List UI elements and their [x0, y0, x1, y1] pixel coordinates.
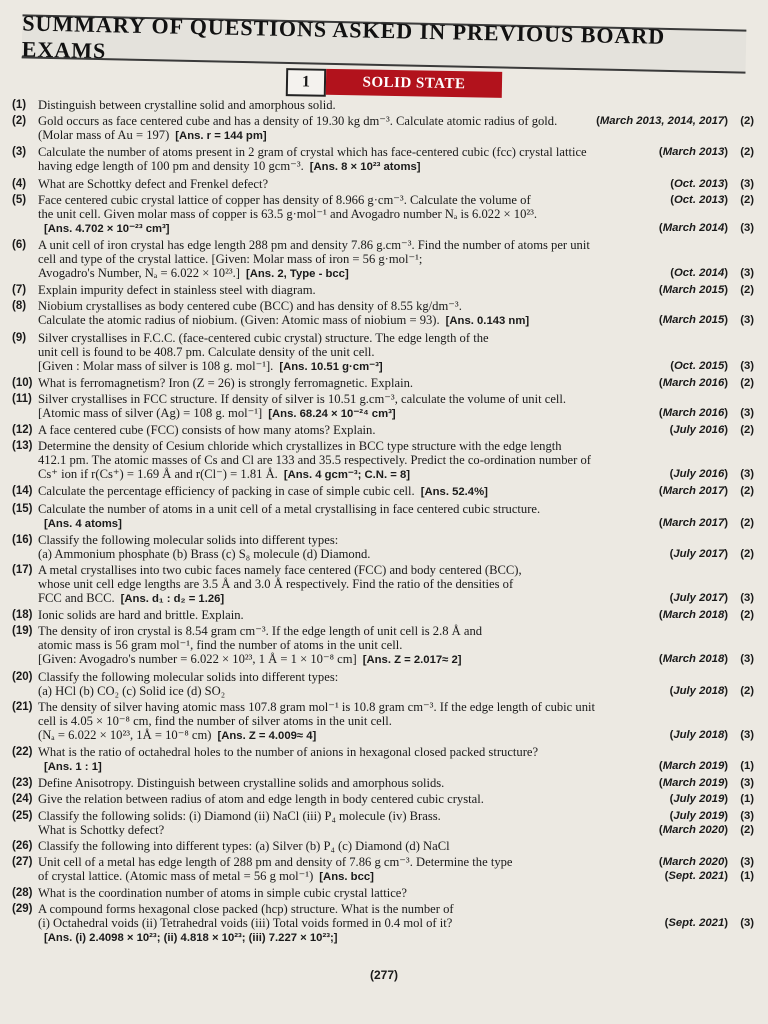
answer-text: [Ans. 8 × 10²³ atoms] [309, 161, 421, 174]
question-line [38, 886, 754, 900]
question-text: atomic mass is 56 gram mol⁻¹, find the number of atoms in the unit cell. [38, 638, 403, 653]
marks: (2) [740, 485, 754, 498]
question-number: (4) [12, 177, 27, 190]
question-text: The density of silver having atomic mass 107.8 gram mol⁻¹ is 10.8 gram cm⁻³. If the edge length of cubic unit [38, 699, 596, 714]
question-text: [Given : Molar mass of silver is 108 g. mol⁻¹]. [38, 358, 274, 373]
answer-text: [Ans. bcc] [319, 870, 374, 883]
question-text: Niobium crystallises as body centered cube (BCC) and has density of 8.55 kg/dm⁻³. [38, 299, 462, 314]
marks: (3) [740, 221, 754, 234]
exam-session: March 2016 [662, 376, 725, 389]
question-item [12, 608, 758, 622]
question-number: (7) [12, 284, 27, 297]
chapter-name: SOLID STATE [326, 69, 502, 98]
question-item [12, 886, 758, 900]
question-line [38, 652, 754, 667]
question-item [12, 670, 758, 698]
question-number: (11) [12, 392, 32, 405]
exam-session: July 2019 [673, 793, 725, 806]
question-text: unit cell is found to be 408.7 pm. Calculate density of the unit cell. [38, 344, 375, 359]
question-line [38, 855, 754, 869]
question-line [38, 376, 754, 390]
question-item [12, 392, 758, 421]
question-line [38, 128, 754, 143]
question-number: (29) [12, 903, 33, 916]
exam-session: July 2017 [673, 592, 725, 604]
answer-text: [Ans. d₁ : d₂ = 1.26] [120, 593, 225, 605]
question-number: (21) [12, 700, 33, 713]
marks: (2) [740, 547, 754, 560]
question-line [38, 823, 754, 837]
exam-session: Sept. 2021 [668, 869, 725, 882]
question-line [38, 839, 754, 853]
question-line [38, 700, 754, 714]
question-item [12, 855, 758, 884]
marks: (3) [740, 406, 754, 419]
question-line [38, 809, 754, 823]
question-text: Determine the density of Cesium chloride which crystallizes in BCC type structure with the edge length [38, 439, 562, 454]
question-text: What is the ratio of octahedral holes to the number of anions in hexagonal closed packed structure? [38, 744, 539, 759]
exam-session: July 2016 [673, 468, 725, 481]
question-number: (5) [12, 193, 27, 206]
question-text: Give the relation between radius of atom and edge length in body centered cubic crystal. [38, 792, 484, 807]
question-number: (20) [12, 670, 33, 683]
exam-session: March 2020 [662, 823, 725, 836]
question-line [38, 930, 754, 945]
exam-session: March 2018 [662, 653, 725, 666]
answer-text: [Ans. Z = 2.017≈ 2] [362, 654, 462, 667]
question-item [12, 299, 758, 328]
question-line [38, 345, 754, 359]
question-list [12, 98, 758, 947]
exam-tag: (March 2020) (2) [655, 823, 754, 837]
exam-session: Oct. 2014 [673, 266, 725, 279]
exam-tag: (Oct. 2015) (3) [666, 359, 754, 373]
exam-session: March 2019 [662, 777, 725, 790]
question-item [12, 283, 758, 297]
question-text: [Given: Avogadro's number = 6.022 × 10²³, 1 Å = 1 × 10⁻⁸ cm] [38, 652, 357, 667]
question-text: Classify the following molecular solids into different types: [38, 532, 339, 547]
exam-tag: (Oct. 2013) (2) [666, 193, 754, 207]
question-item [12, 902, 758, 945]
question-item [12, 533, 758, 561]
question-line [38, 484, 754, 499]
question-number: (16) [12, 533, 33, 546]
question-text: Define Anisotropy. Distinguish between crystalline solids and amorphous solids. [38, 776, 445, 791]
exam-session: March 2020 [662, 855, 725, 868]
question-text: A face centered cube (FCC) consists of how many atoms? Explain. [38, 423, 376, 438]
question-line [38, 392, 754, 406]
question-item [12, 376, 758, 390]
question-item [12, 177, 758, 191]
marks: (3) [740, 728, 754, 741]
question-text: Silver crystallises in FCC structure. If density of silver is 10.51 g.cm⁻³, calculate the volume of unit cell. [38, 391, 567, 406]
exam-session: July 2016 [673, 424, 725, 437]
question-text: (a) HCl (b) CO₂ (c) Solid ice (d) SO₂ [38, 683, 226, 698]
exam-session: March 2013 [662, 146, 725, 159]
exam-tag: (March 2015) (2) [655, 283, 754, 297]
exam-tag: (July 2017) (2) [666, 547, 754, 561]
marks: (3) [740, 653, 754, 666]
question-text: Calculate the number of atoms present in 2 gram of crystal which has face-centered cubic (fcc) crystal lattice [38, 145, 587, 160]
question-number: (10) [12, 376, 33, 389]
exam-session: July 2019 [673, 809, 725, 822]
marks: (3) [740, 266, 754, 279]
exam-session: March 2017 [662, 485, 725, 498]
exam-session: July 2017 [673, 547, 725, 560]
question-line [38, 792, 754, 806]
question-line [38, 252, 754, 266]
question-line [38, 902, 754, 916]
question-text: Calculate the percentage efficiency of packing in case of simple cubic cell. [38, 484, 415, 499]
exam-session: March 2016 [662, 406, 725, 419]
exam-session: Oct. 2013 [673, 193, 725, 206]
marks: (3) [740, 468, 754, 481]
question-number: (13) [12, 440, 33, 453]
marks: (2) [740, 516, 754, 529]
question-line [38, 467, 754, 482]
question-number: (18) [12, 609, 33, 622]
marks: (3) [740, 855, 754, 868]
exam-tag: (July 2019) (1) [666, 792, 754, 806]
exam-session: March 2014 [662, 221, 725, 234]
chapter-number: 1 [286, 68, 326, 97]
question-item [12, 839, 758, 853]
question-line [38, 145, 754, 159]
marks: (3) [740, 777, 754, 790]
answer-text: [Ans. 4.702 × 10⁻²³ cm³] [44, 222, 170, 235]
question-item [12, 624, 758, 667]
question-text: Explain impurity defect in stainless steel with diagram. [38, 283, 316, 298]
question-line [38, 759, 754, 774]
marks: (2) [740, 376, 754, 389]
answer-text: [Ans. 0.143 nm] [445, 315, 530, 328]
answer-text: [Ans. 52.4%] [420, 486, 488, 499]
exam-tag: (March 2016) (2) [655, 376, 754, 390]
question-line [38, 670, 754, 684]
question-text: Face centered cubic crystal lattice of copper has density of 8.966 g·cm⁻³. Calculate the volume of [38, 192, 531, 207]
question-text: Distinguish between crystalline solid and amorphous solid. [38, 98, 336, 112]
exam-session: Oct. 2013 [673, 177, 725, 190]
marks: (2) [740, 684, 754, 697]
marks: (2) [740, 823, 754, 836]
answer-text: [Ans. r = 144 pm] [175, 130, 267, 143]
question-line [38, 313, 754, 328]
question-line [38, 547, 754, 561]
question-text: cell and type of the crystal lattice. [Given: Molar mass of iron = 56 g·mol⁻¹; [38, 251, 423, 266]
summary-header [21, 10, 747, 73]
question-item [12, 238, 758, 281]
question-line [38, 221, 754, 236]
question-item [12, 809, 758, 837]
exam-tag: (March 2019) (3) [655, 776, 754, 790]
question-number: (28) [12, 887, 33, 900]
question-line [38, 299, 754, 313]
marks: (2) [740, 424, 754, 437]
question-text: (Molar mass of Au = 197) [38, 128, 170, 143]
exam-session: July 2018 [673, 684, 725, 697]
question-line [38, 502, 754, 516]
question-number: (12) [12, 424, 33, 437]
exam-tag: (July 2016) (3) [666, 467, 754, 481]
question-text: (Nₐ = 6.022 × 10²³, 1Å = 10⁻⁸ cm) [38, 727, 212, 742]
question-item [12, 484, 758, 499]
question-text: [Atomic mass of silver (Ag) = 108 g. mol⁻¹] [38, 405, 263, 420]
question-line [38, 283, 754, 297]
answer-text: [Ans. Z = 4.009≈ 4] [217, 729, 317, 742]
answer-text: [Ans. 10.51 g·cm⁻³] [279, 360, 383, 373]
question-item [12, 114, 758, 143]
question-text: (a) Ammonium phosphate (b) Brass (c) S₈ molecule (d) Diamond. [38, 546, 371, 561]
exam-tag: (March 2018) (3) [655, 652, 754, 666]
question-line [38, 745, 754, 759]
question-text: Avogadro's Number, Nₐ = 6.022 × 10²³.] [38, 265, 240, 280]
question-item [12, 423, 758, 437]
question-text: A metal crystallises into two cubic faces namely face centered (FCC) and body centered (BCC), [38, 563, 522, 577]
question-number: (24) [12, 793, 33, 806]
marks: (2) [740, 284, 754, 297]
question-number: (26) [12, 839, 33, 852]
exam-session: March 2015 [662, 314, 725, 327]
exam-tag: (July 2017) (3) [666, 591, 754, 605]
question-line [38, 406, 754, 421]
exam-tag: (March 2017) (2) [655, 484, 754, 498]
question-line [38, 869, 754, 884]
question-line [38, 98, 754, 112]
question-line [38, 916, 754, 930]
exam-tag: (Oct. 2013) (3) [666, 177, 754, 191]
question-number: (8) [12, 300, 27, 313]
question-number: (2) [12, 115, 27, 128]
question-item [12, 145, 758, 174]
exam-tag: (March 2020) (3) [655, 855, 754, 869]
question-item [12, 193, 758, 236]
question-text: (i) Octahedral voids (ii) Tetrahedral voids (iii) Total voids formed in 0.4 mol of it? [38, 916, 453, 931]
question-line [38, 516, 754, 531]
question-text: Unit cell of a metal has edge length of 288 pm and density of 7.86 g cm⁻³. Determine the type [38, 854, 513, 869]
question-text: Calculate the atomic radius of niobium. (Given: Atomic mass of niobium = 93). [38, 313, 440, 328]
exam-tag: (July 2016) (2) [666, 423, 754, 437]
question-number: (6) [12, 238, 27, 251]
question-number: (15) [12, 502, 33, 515]
question-item [12, 776, 758, 790]
question-text: the unit cell. Given molar mass of copper is 63.5 g·mol⁻¹ and Avogadro number Nₐ is 6.022 × 10²³. [38, 206, 538, 221]
question-text: Ionic solids are hard and brittle. Explain. [38, 608, 244, 623]
marks: (3) [740, 809, 754, 822]
question-text: Cs⁺ ion if r(Cs⁺) = 1.69 Å and r(Cl⁻) = 1.81 Å. [38, 467, 278, 482]
marks: (3) [740, 177, 754, 190]
question-line [38, 714, 754, 728]
question-text: 412.1 pm. The atomic masses of Cs and Cl are 133 and 35.5 respectively. Predict the co-ordination number of [38, 453, 591, 468]
marks: (2) [740, 193, 754, 206]
question-number: (25) [12, 809, 33, 822]
exam-session: March 2013, 2014, 2017 [599, 115, 725, 128]
question-text: Silver crystallises in F.C.C. (face-centered cubic crystal) structure. The edge length of the [38, 330, 489, 345]
question-number: (3) [12, 146, 27, 159]
question-line [38, 591, 754, 606]
exam-tag: (March 2016) (3) [655, 406, 754, 420]
exam-tag: (July 2019) (3) [666, 809, 754, 823]
question-text: What is the coordination number of atoms in simple cubic crystal lattice? [38, 886, 407, 901]
question-text: cell is 4.05 × 10⁻⁸ cm, find the number of silver atoms in the unit cell. [38, 713, 392, 728]
question-text: The density of iron crystal is 8.54 gram cm⁻³. If the edge length of unit cell is 2.8 Å and [38, 624, 483, 639]
exam-session: March 2017 [662, 516, 725, 529]
header-title: SUMMARY OF QUESTIONS ASKED IN PREVIOUS BOARD EXAMS [21, 10, 666, 64]
question-text: What is Schottky defect? [38, 822, 165, 837]
question-text: A compound forms hexagonal close packed (hcp) structure. What is the number of [38, 902, 454, 917]
question-text: Classify the following into different types: (a) Silver (b) P₄ (c) Diamond (d) NaCl [38, 838, 450, 853]
exam-tag: (March 2019) (1) [655, 759, 754, 773]
exam-tag: (July 2018) (2) [666, 684, 754, 698]
marks: (1) [740, 869, 754, 882]
marks: (3) [740, 592, 754, 604]
answer-text: [Ans. (i) 2.4098 × 10²³; (ii) 4.818 × 10²³; (iii) 7.227 × 10²³;] [44, 932, 338, 945]
question-number: (22) [12, 745, 33, 758]
question-line [38, 608, 754, 622]
question-line [38, 207, 754, 221]
exam-tag: (March 2015) (3) [655, 313, 754, 327]
question-number: (23) [12, 777, 33, 790]
question-line [38, 533, 754, 547]
question-line [38, 331, 754, 345]
question-item [12, 745, 758, 774]
question-line [38, 453, 754, 467]
marks: (2) [740, 609, 754, 622]
question-line [38, 624, 754, 638]
exam-tag: (March 2013) (2) [655, 145, 754, 159]
question-text: Calculate the number of atoms in a unit cell of a metal crystallising in face centered cubic structure. [38, 501, 541, 516]
exam-session: March 2018 [662, 609, 725, 622]
exam-session: July 2018 [673, 728, 725, 741]
exam-tag: (Sept. 2021) (1) [661, 869, 754, 883]
exam-session: Oct. 2015 [673, 359, 725, 372]
answer-text: [Ans. 2, Type - bcc] [245, 267, 349, 280]
question-number: (19) [12, 625, 33, 638]
question-text: Gold occurs as face centered cube and has a density of 19.30 kg dm⁻³. Calculate atomic radius of gold. [38, 114, 558, 129]
question-item [12, 502, 758, 531]
exam-tag: (March 2013, 2014, 2017) (2) [592, 114, 754, 128]
marks: (1) [740, 759, 754, 772]
exam-tag: (March 2018) (2) [655, 608, 754, 622]
question-line [38, 193, 754, 207]
question-line [38, 423, 754, 437]
marks: (1) [740, 793, 754, 806]
question-text: Classify the following solids: (i) Diamond (ii) NaCl (iii) P₄ molecule (iv) Brass. [38, 808, 441, 823]
marks: (2) [740, 146, 754, 159]
page-number: (277) [369, 968, 398, 982]
question-item [12, 331, 758, 374]
question-text: having edge length of 100 pm and density 10 gcm⁻³. [38, 159, 304, 174]
question-number: (27) [12, 855, 33, 868]
marks: (3) [740, 917, 754, 930]
exam-tag: (March 2014) (3) [655, 221, 754, 235]
question-item [12, 700, 758, 743]
question-line [38, 577, 754, 591]
question-line [38, 776, 754, 790]
marks: (3) [740, 314, 754, 327]
question-number: (17) [12, 564, 33, 576]
question-line [38, 563, 754, 577]
question-number: (9) [12, 331, 27, 344]
answer-text: [Ans. 68.24 × 10⁻²⁴ cm³] [268, 407, 396, 420]
exam-session: Sept. 2021 [668, 917, 725, 930]
exam-tag: (Sept. 2021) (3) [661, 916, 754, 930]
answer-text: [Ans. 4 gcm⁻³; C.N. = 8] [283, 469, 411, 482]
chapter-label [286, 68, 502, 98]
answer-text: [Ans. 4 atoms] [44, 517, 122, 530]
question-line [38, 159, 754, 174]
question-line [38, 114, 754, 128]
question-item [12, 563, 758, 606]
question-line [38, 266, 754, 281]
exam-tag: (Oct. 2014) (3) [666, 266, 754, 280]
question-text: whose unit cell edge lengths are 3.5 Å and 3.0 Å respectively. Find the ratio of the densities of [38, 577, 514, 591]
question-text: FCC and BCC. [38, 591, 115, 605]
exam-session: March 2019 [662, 759, 725, 772]
marks: (2) [740, 115, 754, 128]
question-line [38, 359, 754, 374]
question-line [38, 238, 754, 252]
exam-session: March 2015 [662, 284, 725, 297]
question-item [12, 439, 758, 482]
question-line [38, 439, 754, 453]
question-number: (1) [12, 99, 27, 111]
marks: (3) [740, 359, 754, 372]
question-item [12, 792, 758, 806]
question-text: What is ferromagnetism? Iron (Z = 26) is strongly ferromagnetic. Explain. [38, 375, 414, 390]
question-line [38, 728, 754, 743]
answer-text: [Ans. 1 : 1] [44, 760, 102, 773]
question-line [38, 684, 754, 698]
question-line [38, 638, 754, 652]
exam-tag: (July 2018) (3) [666, 728, 754, 742]
question-text: A unit cell of iron crystal has edge length 288 pm and density 7.86 g.cm⁻³. Find the number of atoms per unit [38, 237, 590, 252]
question-line [38, 177, 754, 191]
question-item [12, 98, 758, 112]
question-number: (14) [12, 485, 33, 498]
exam-tag: (March 2017) (2) [655, 516, 754, 530]
question-text: of crystal lattice. (Atomic mass of metal = 56 g mol⁻¹) [38, 868, 314, 883]
question-text: What are Schottky defect and Frenkel defect? [38, 176, 269, 191]
question-text: Classify the following molecular solids into different types: [38, 669, 339, 684]
